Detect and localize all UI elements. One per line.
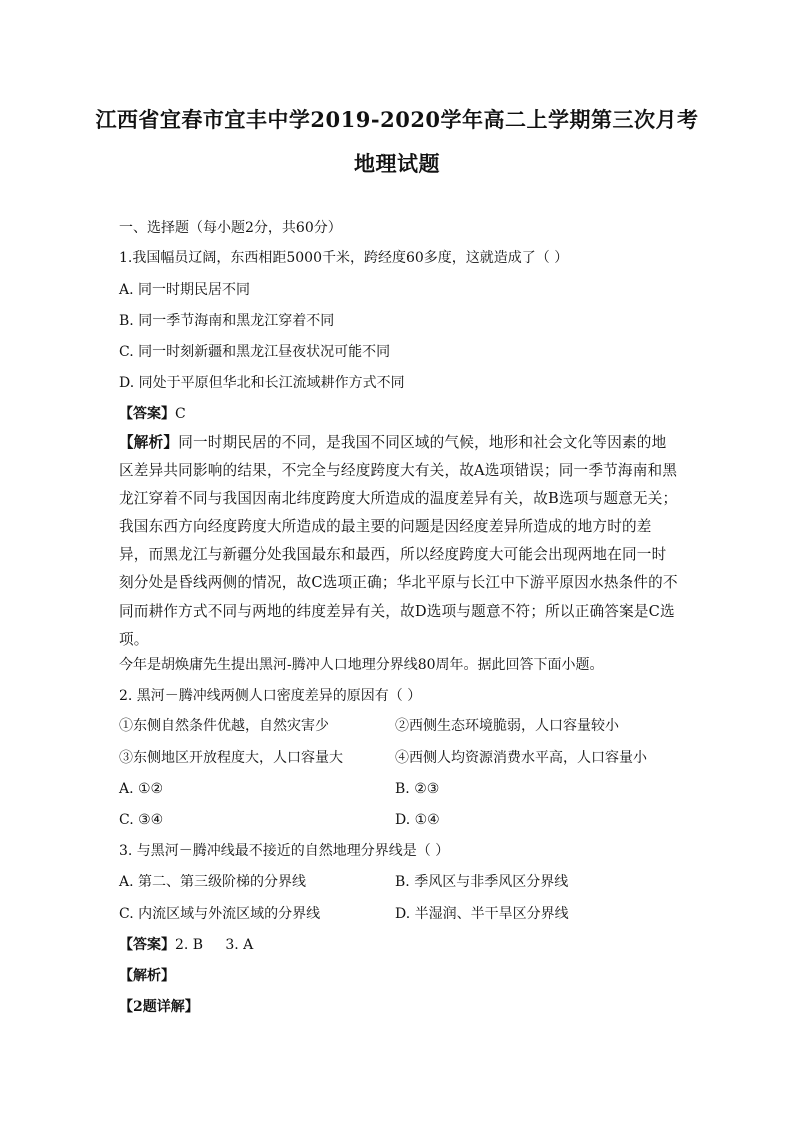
question-2-item-1: ①东侧自然条件优越，自然灾害少 (119, 718, 329, 734)
question-2-option-c: C. ③④ (119, 812, 164, 828)
question-1-option-b: B. 同一季节海南和黑龙江穿着不同 (119, 313, 335, 329)
analysis-heading: 【解析】 (119, 968, 175, 984)
question-2-option-d: D. ①④ (395, 812, 440, 828)
question-2-option-b: B. ②③ (395, 781, 440, 797)
section-heading: 一、选择题（每小题2分，共60分） (119, 220, 342, 236)
question-3-option-a: A. 第二、第三级阶梯的分界线 (119, 874, 307, 890)
document-subtitle: 地理试题 (354, 151, 440, 176)
document-title: 江西省宜春市宜丰中学2019-2020学年高二上学期第三次月考 (95, 107, 699, 132)
answers-2-3 (119, 935, 253, 955)
answer-label: 【答案】 (119, 406, 175, 422)
question-1-answer (119, 404, 186, 424)
question-3-option-d: D. 半湿润、半干旱区分界线 (395, 906, 569, 922)
intro-text: 今年是胡焕庸先生提出黑河-腾冲人口地理分界线80周年。据此回答下面小题。 (119, 657, 604, 673)
question-2-item-4: ④西侧人均资源消费水平高，人口容量小 (395, 750, 647, 766)
detail-heading: 【2题详解】 (119, 999, 199, 1015)
question-3-stem: 3. 与黑河－腾冲线最不接近的自然地理分界线是（ ） (119, 843, 450, 859)
question-1-option-d: D. 同处于平原但华北和长江流域耕作方式不同 (119, 375, 405, 391)
question-1-option-a: A. 同一时期民居不同 (119, 282, 251, 298)
question-2-stem: 2. 黑河－腾冲线两侧人口密度差异的原因有（ ） (119, 688, 422, 704)
question-3-option-b: B. 季风区与非季风区分界线 (395, 874, 569, 890)
analysis-text: 同一时期民居的不同，是我国不同区域的气候，地形和社会文化等因素的地区差异共同影响的结果，不完全与经度跨度大有关，故A选项错误；同一季节海南和黑龙江穿着不同与我国因南北纬度跨度大所造成的温度差异有关，故B选项与题意无关；我国东西方向经度跨度大所造成的最主要的问题是因经度差异所造成的地方时的差异，而黑龙江与新疆分处我国最东和最西，所以经度跨度大可能会出现两地在同一时刻分处是昏线两侧的情况，故C选项正确；华北平原与长江中下游平原因水热条件的不同而耕作方式不同与两地的纬度差异有关，故D选项与题意不符；所以正确答案是C选项。 (119, 434, 678, 648)
question-1-analysis (119, 429, 681, 654)
question-2-item-2: ②西侧生态环境脆弱，人口容量较小 (395, 718, 619, 734)
question-1-option-c: C. 同一时刻新疆和黑龙江昼夜状况可能不同 (119, 344, 391, 360)
analysis-label: 【解析】 (119, 434, 179, 451)
question-3-option-c: C. 内流区域与外流区域的分界线 (119, 906, 321, 922)
answer-value: 2. B 3. A (175, 937, 254, 953)
question-1-stem: 1.我国幅员辽阔，东西相距5000千米，跨经度60多度，这就造成了（ ） (119, 250, 569, 266)
answer-label: 【答案】 (119, 937, 175, 953)
question-2-option-a: A. ①② (119, 781, 164, 797)
question-2-item-3: ③东侧地区开放程度大，人口容量大 (119, 750, 343, 766)
answer-value: C (175, 406, 186, 422)
